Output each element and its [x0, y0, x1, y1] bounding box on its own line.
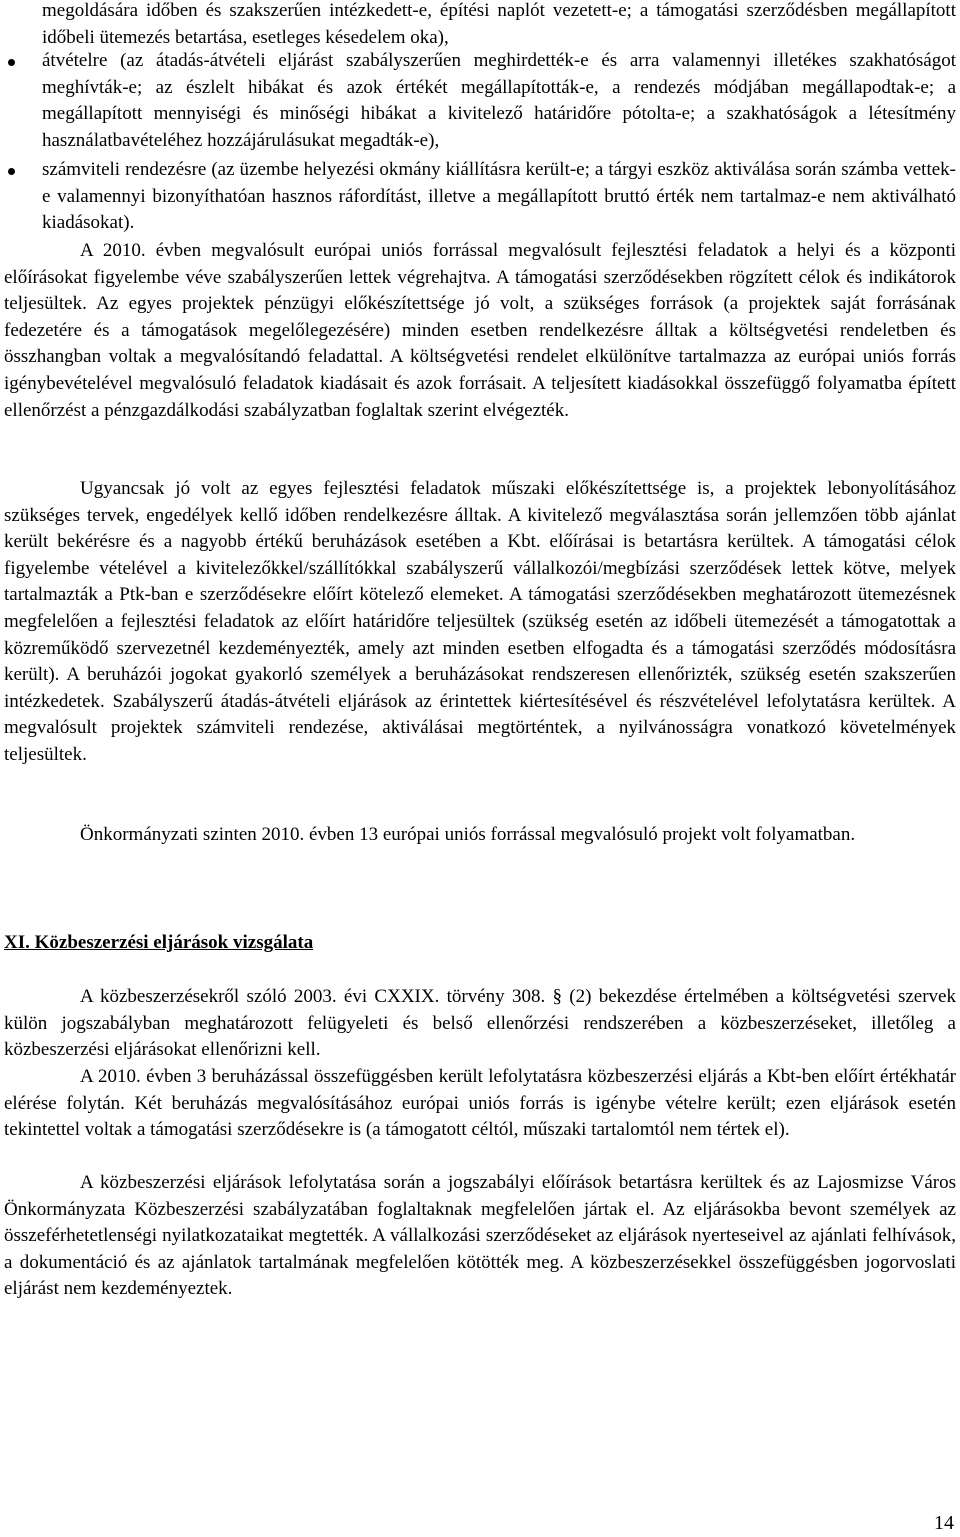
- intro-continuation: megoldására időben és szakszerűen intézkedett-e, építési naplót vezetett-e; a támogatási szerződésben megállapított időbeli ütemezés betartása, esetleges késedelem oka),: [42, 0, 956, 48]
- paragraph-procurement-procedures: A közbeszerzési eljárások lefolytatása során a jogszabályi előírások betartásra kerültek és az Lajosmizse Város Önkormányzata Közbeszerzési szabályzatában foglaltaknak megfelelően jártak el. Az eljárásokba bevont személyek az összeférhetetlenségi nyilatkozataikat megtették. A vállalkozási szerződéseket az eljárások nyerteseivel az ajánlati felhívások, a dokumentáció és az ajánlatok tartalmának megfelelően kötötték meg. A közbeszerzésekkel összefüggésben jogorvoslati eljárást nem kezdeményeztek.: [4, 1172, 956, 1300]
- bullet-icon: [8, 168, 15, 175]
- bullet-text: számviteli rendezésre (az üzembe helyezési okmány kiállításra került-e; a tárgyi eszköz aktiválása során számba vettek-e valamennyi bizonyíthatóan hasznos ráfordítást, illetve a megállapított bruttó érték nem tartalmaz-e nem aktiválható kiadásokat).: [42, 159, 956, 234]
- bullet-icon: [8, 59, 15, 66]
- bullet-item-accounting: [4, 157, 956, 237]
- paragraph-technical-preparation: Ugyancsak jó volt az egyes fejlesztési feladatok műszaki előkészítettsége is, a projektek lebonyolításához szükséges tervek, engedélyek kellő időben rendelkezésre álltak. A kivitelező megválasztása során jellemzően több ajánlat került bekérésre és a nagyobb értékű beruházások esetében a Kbt. előírásai is betartásra kerültek. A támogatási célok figyelembe vételével a kivitelezőkkel/szállítókkal szabályszerű vállalkozói/megbízási szerződések lettek kötve, melyek tartalmazták a Ptk-ban e szerződésekre előírt kötelező elemeket. A támogatási szerződésekben meghatározott ütemezésnek megfelelően a fejlesztési feladatok az előírt határidőre teljesültek (szükség esetén az időbeli ütemezését a támogatottak a közreműködő szervezetnél kezdeményezték, amely azt minden esetben elfogadta és a támogatási szerződés módosításra került). A beruházói jogokat gyakorló személyek a beruházásokat rendszeresen ellenőrizték, szükség esetén szakszerűen intézkedetek. Szabályszerű átadás-átvételi eljárások az érintettek kiértesítésével és részvételével lefolytatásra kerültek. A megvalósult projektek számviteli rendezése, aktiválásai megtörténtek, a nyilvánosságra vonatkozó követelmények teljesültek.: [4, 478, 956, 765]
- page-number: 14: [934, 1512, 954, 1534]
- bullet-text: átvételre (az átadás-átvételi eljárást szabályszerűen meghirdették-e és arra valamennyi illetékes szakhatóságot meghívták-e; az észlelt hibákat és azok értékét megállapították-e, a rendezés módjában megállapodtak-e; a megállapított mennyiségi és minőségi hibákat a kivitelező határidőre pótolta-e; a szakhatóságok a létesítmény használatbavételéhez hozzájárulásukat megadták-e),: [42, 50, 956, 151]
- paragraph-procurement-law: A közbeszerzésekről szóló 2003. évi CXXIX. törvény 308. § (2) bekezdése értelmében a költségvetési szervek külön jogszabályban meghatározott felügyeleti és belső ellenőrzési rendszerében a közbeszerzéseket, illetőleg a közbeszerzési eljárásokat ellenőrizni kell.: [4, 986, 956, 1061]
- section-heading: XI. Közbeszerzési eljárások vizsgálata: [4, 932, 314, 953]
- paragraph-procurement-2010: A 2010. évben 3 beruházással összefüggésben került lefolytatásra közbeszerzési eljárás a Kbt-ben előírt értékhatár elérése folytán. Két beruházás megvalósításához európai uniós forrás is igénybe vételre került; ezen eljárások esetén tekintettel voltak a támogatási szerződésekre is (a támogatott céltól, műszaki tartalomtól nem tértek el).: [4, 1066, 956, 1141]
- paragraph-eu-projects: A 2010. évben megvalósult európai uniós forrással megvalósult fejlesztési feladatok a helyi és a központi előírásokat figyelembe véve szabályszerűen lettek végrehajtva. A támogatási szerződésekben rögzített célok és indikátorok teljesültek. Az egyes projektek pénzügyi előkészítettsége jó volt, a szükséges források (a projektek saját forrásának fedezetére és a támogatások megelőlegezésére) minden esetben rendelkezésre álltak a költségvetési rendeletben és összhangban voltak a megvalósítandó feladattal. A költségvetési rendelet elkülönítve tartalmazza az európai uniós forrás igénybevételével megvalósuló feladatok kiadásait és azok forrásait. A teljesített kiadásokkal összefüggő folyamatba épített ellenőrzést a pénzgazdálkodási szabályzatban foglaltak szerint elvégezték.: [4, 240, 956, 421]
- bullet-item-acceptance: [4, 48, 956, 154]
- paragraph-ongoing-projects: Önkormányzati szinten 2010. évben 13 európai uniós forrással megvalósuló projekt volt folyamatban.: [80, 824, 856, 845]
